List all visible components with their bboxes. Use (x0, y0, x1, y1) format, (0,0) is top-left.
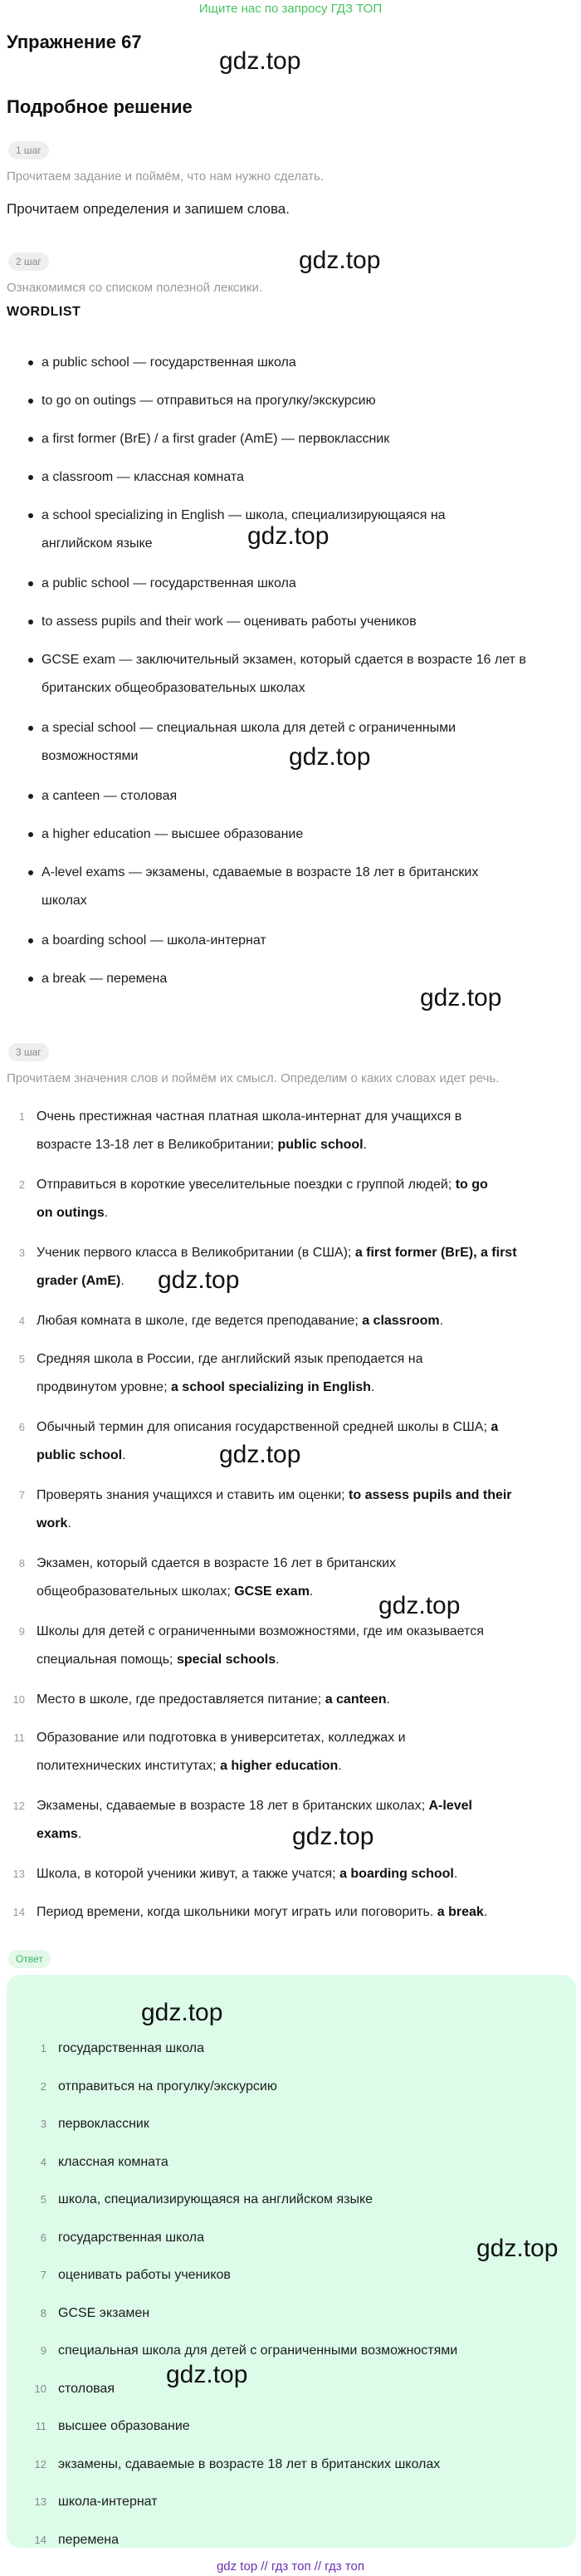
wordlist-item-text (42, 646, 579, 703)
item-number: 10 (34, 2382, 46, 2395)
answer-term: a (491, 1420, 499, 1434)
item-number: 9 (18, 1625, 25, 1638)
wordlist-item-text (42, 570, 579, 598)
step-badge: 2 шаг (8, 252, 49, 271)
answer-term: to go (455, 1178, 488, 1192)
wordlist-item-text (42, 859, 579, 915)
wordlist-line: to go on outings — отправиться на прогулку/экскурсию (42, 394, 376, 408)
item-number: 11 (13, 1731, 25, 1744)
bullet-icon (28, 794, 33, 799)
answer-text: оценивать работы учеников (58, 2268, 231, 2282)
step-badge: 1 шаг (8, 141, 49, 159)
wordlist-line: a school specializing in English — школа, специализирующаяся на (42, 508, 446, 522)
wordlist-line: английском языке (42, 536, 153, 551)
item-number: 7 (18, 1489, 25, 1501)
wordlist-line: a special school — специальная школа для детей с ограниченными (42, 721, 456, 735)
answer-text: первоклассник (58, 2117, 149, 2131)
wordlist-line: британских общеобразовательных школах (42, 681, 305, 695)
item-number: 8 (40, 2306, 46, 2319)
bullet-icon (28, 399, 33, 404)
answer-term: special schools (176, 1653, 276, 1667)
bullet-icon (28, 977, 33, 982)
step-hint: Прочитаем значения слов и поймём их смысл. Определим о каких словах идет речь. (7, 1071, 500, 1085)
item-number: 4 (18, 1315, 25, 1327)
step-badge: 3 шаг (8, 1043, 49, 1061)
item-number: 5 (40, 2193, 46, 2206)
wordlist-item-text (42, 349, 579, 377)
definition-line: Средняя школа в России, где английский язык преподается на (37, 1352, 423, 1366)
answer-term: a break (437, 1905, 484, 1919)
item-number: 6 (40, 2231, 46, 2244)
definition-line: Очень престижная частная платная школа-интернат для учащихся в (37, 1109, 462, 1124)
item-number: 1 (18, 1110, 25, 1123)
watermark: gdz.top (378, 1592, 461, 1619)
answer-text: классная комната (58, 2154, 168, 2169)
item-number: 8 (18, 1557, 25, 1570)
definition-text (37, 1103, 579, 1159)
item-number: 4 (40, 2155, 46, 2168)
definition-line: Экзамен, который сдается в возрасте 16 лет в британских (37, 1556, 397, 1570)
wordlist-item-text (42, 463, 579, 492)
answer-term: on outings (37, 1206, 105, 1220)
answer-term: GCSE exam (234, 1584, 310, 1599)
answer-term: a higher education (220, 1759, 339, 1773)
item-number: 7 (40, 2269, 46, 2281)
bullet-icon (28, 832, 33, 837)
definition-line: Ученик первого класса в Великобритании (в США); a first former (BrE), a first (37, 1246, 517, 1260)
answer-term: a canteen (325, 1692, 387, 1707)
definition-text (37, 1481, 579, 1538)
bullet-icon (28, 437, 33, 442)
definition-text (37, 1686, 579, 1714)
answer-text: специальная школа для детей с ограниченными возможностями (58, 2343, 458, 2358)
wordlist-line: to assess pupils and their work — оценивать работы учеников (42, 615, 417, 629)
answer-term: A-level (428, 1799, 472, 1813)
definition-line: work. (37, 1516, 71, 1530)
item-number: 5 (18, 1353, 25, 1365)
item-number: 10 (12, 1693, 25, 1706)
watermark: gdz.top (158, 1266, 240, 1294)
item-number: 6 (18, 1421, 25, 1433)
definition-line: Образование или подготовка в университетах, колледжах и (37, 1731, 406, 1745)
answer-text: государственная школа (58, 2230, 205, 2245)
answer-term: exams (37, 1827, 78, 1841)
bullet-icon (28, 475, 33, 480)
bullet-icon (28, 620, 33, 624)
definition-line: возрасте 13-18 лет в Великобритании; public school. (37, 1138, 368, 1152)
definition-line: public school. (37, 1448, 126, 1462)
definition-line: Обычный термин для описания государственной средней школы в США; a (37, 1420, 499, 1434)
definition-text (37, 1413, 579, 1470)
wordlist-line: школах (42, 894, 87, 908)
answer-term: grader (AmE) (37, 1274, 121, 1288)
answer-term: public school (277, 1138, 364, 1152)
definition-line: on outings. (37, 1206, 109, 1220)
answer-text: экзамены, сдаваемые в возрасте 18 лет в британских школах (58, 2456, 441, 2471)
answer-term: public school (37, 1448, 123, 1462)
answer-term: a school specializing in English (170, 1380, 371, 1394)
footer-links[interactable]: gdz top // гдз топ // гдз топ (216, 2559, 365, 2574)
definition-text (37, 1724, 579, 1780)
wordlist-line: A-level exams — экзамены, сдаваемые в возрасте 18 лет в британских (42, 865, 479, 879)
definition-line: exams. (37, 1827, 82, 1841)
item-number: 12 (12, 1800, 25, 1812)
definition-text (37, 1618, 579, 1674)
definition-text (37, 1550, 579, 1606)
watermark: gdz.top (141, 1999, 223, 2026)
definition-line: продвинутом уровне; a school specializing in English. (37, 1380, 375, 1394)
watermark: gdz.top (247, 522, 330, 550)
answer-text: отправиться на прогулку/экскурсию (58, 2079, 277, 2094)
answer-text: высшее образование (58, 2419, 190, 2433)
definition-line: Период времени, когда школьники могут играть или поговорить. a break. (37, 1905, 488, 1919)
wordlist-line: a boarding school — школа-интернат (42, 933, 266, 948)
item-number: 2 (18, 1178, 25, 1191)
answer-badge: Ответ (8, 1950, 51, 1968)
wordlist-item-text (42, 820, 579, 849)
answer-term: work (37, 1516, 68, 1530)
step-text: Прочитаем определения и запишем слова. (7, 201, 290, 217)
wordlist-line: GCSE exam — заключительный экзамен, который сдается в возрасте 16 лет в (42, 653, 526, 667)
definition-text (37, 1171, 579, 1227)
definition-text (37, 1898, 579, 1927)
bullet-icon (28, 360, 33, 365)
wordlist-line: a classroom — классная комната (42, 470, 244, 484)
item-number: 1 (40, 2042, 46, 2054)
search-banner[interactable]: Ищите нас по запросу ГДЗ ТОП (198, 2, 383, 16)
answer-term: a classroom (362, 1314, 440, 1328)
step-hint: Ознакомимся со списком полезной лексики. (7, 281, 263, 295)
definition-line: Школа, в которой ученики живут, а также учатся; a boarding school. (37, 1867, 458, 1881)
watermark: gdz.top (219, 47, 301, 75)
definition-line: Место в школе, где предоставляется питание; a canteen. (37, 1692, 390, 1707)
watermark: gdz.top (420, 984, 502, 1011)
definition-text (37, 1307, 579, 1335)
answer-text: столовая (58, 2381, 115, 2396)
wordlist-title: WORDLIST (7, 305, 81, 319)
bullet-icon (28, 870, 33, 875)
definition-line: Экзамены, сдаваемые в возрасте 18 лет в британских школах; A-level (37, 1799, 472, 1813)
definition-text (37, 1860, 579, 1888)
bullet-icon (28, 513, 33, 518)
answer-term: a first former (BrE), a first (354, 1246, 517, 1260)
definition-line: Школы для детей с ограниченными возможностями, где им оказывается (37, 1624, 484, 1638)
wordlist-item-text (42, 782, 579, 811)
watermark: gdz.top (289, 743, 371, 771)
item-number: 14 (34, 2533, 46, 2546)
item-number: 11 (35, 2420, 46, 2432)
bullet-icon (28, 726, 33, 731)
definition-line: специальная помощь; special schools. (37, 1653, 280, 1667)
definition-line: grader (AmE). (37, 1274, 124, 1288)
wordlist-item-text (42, 608, 579, 636)
item-number: 13 (12, 1868, 25, 1880)
wordlist-item-text (42, 387, 579, 415)
definition-line: политехнических институтах; a higher education. (37, 1759, 342, 1773)
wordlist-line: a first former (BrE) / a first grader (AmE) — первоклассник (42, 432, 390, 446)
definition-line: Отправиться в короткие увеселительные поездки с группой людей; to go (37, 1178, 488, 1192)
answer-text: школа-интернат (58, 2495, 158, 2509)
wordlist-line: a public school — государственная школа (42, 576, 296, 590)
item-number: 2 (40, 2079, 46, 2093)
definition-line: Проверять знания учащихся и ставить им оценки; to assess pupils and their (37, 1488, 512, 1502)
wordlist-line: a higher education — высшее образование (42, 827, 304, 841)
watermark: gdz.top (299, 247, 381, 274)
wordlist-line: a canteen — столовая (42, 789, 178, 803)
bullet-icon (28, 938, 33, 943)
answer-term: a boarding school (339, 1867, 454, 1881)
definition-text (37, 1345, 579, 1402)
wordlist-item-text (42, 425, 579, 453)
definition-line: общеобразовательных школах; GCSE exam. (37, 1584, 314, 1599)
section-title: Подробное решение (7, 96, 193, 117)
item-number: 3 (18, 1246, 25, 1259)
watermark: gdz.top (476, 2235, 559, 2262)
bullet-icon (28, 658, 33, 663)
step-hint: Прочитаем задание и поймём, что нам нужно сделать. (7, 169, 325, 184)
answer-text: GCSE экзамен (58, 2305, 150, 2320)
bullet-icon (28, 581, 33, 586)
answer-text: школа, специализирующаяся на английском языке (58, 2192, 374, 2206)
definition-text (37, 1239, 579, 1295)
item-number: 14 (12, 1906, 25, 1918)
wordlist-item-text (42, 927, 579, 955)
item-number: 3 (40, 2118, 46, 2130)
wordlist-line: возможностями (42, 749, 139, 763)
item-number: 13 (34, 2495, 46, 2508)
item-number: 9 (40, 2344, 46, 2357)
watermark: gdz.top (219, 1441, 301, 1468)
item-number: 12 (34, 2457, 46, 2471)
answer-term: to assess pupils and their (349, 1488, 512, 1502)
wordlist-line: a public school — государственная школа (42, 355, 296, 370)
wordlist-line: a break — перемена (42, 972, 168, 986)
watermark: gdz.top (166, 2361, 248, 2388)
answer-text: перемена (58, 2532, 119, 2547)
page-title: Упражнение 67 (7, 32, 142, 52)
watermark: gdz.top (292, 1823, 374, 1850)
answer-text: государственная школа (58, 2041, 205, 2055)
definition-line: Любая комната в школе, где ведется преподавание; a classroom. (37, 1314, 444, 1328)
